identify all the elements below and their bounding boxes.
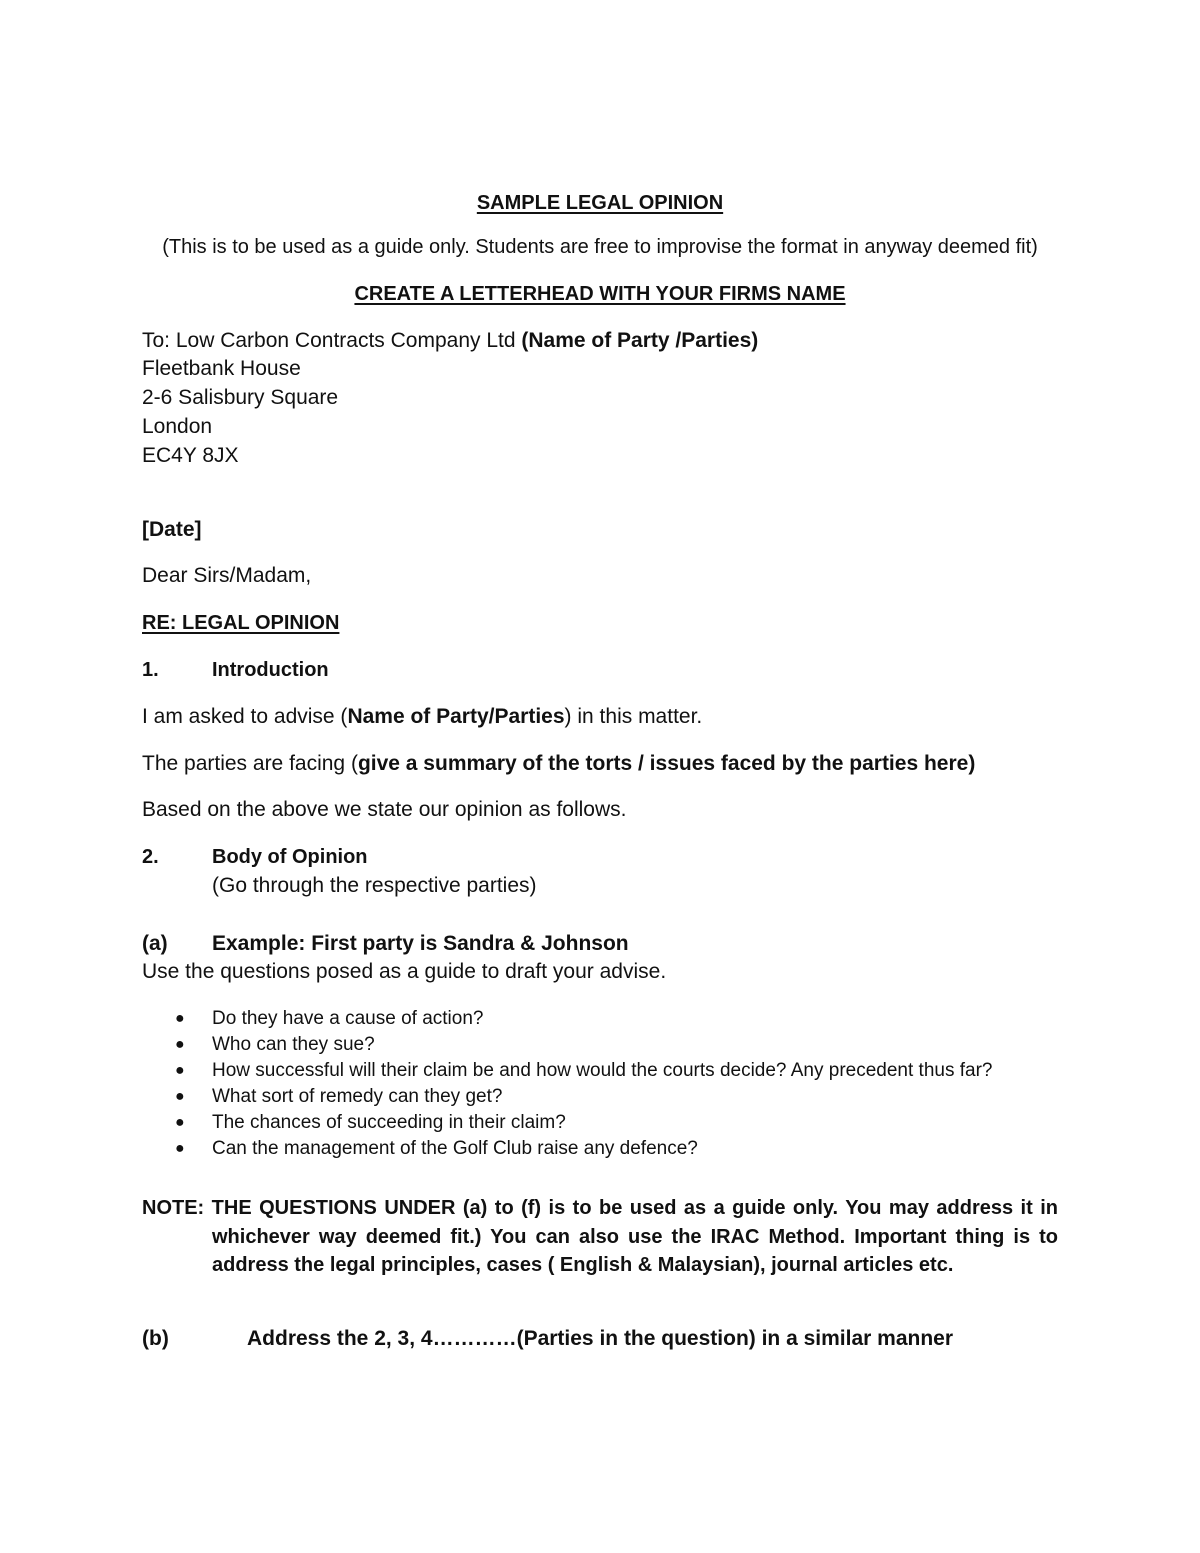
addressee-placeholder: (Name of Party /Parties) xyxy=(521,329,759,352)
intro-text-end: ) in this matter. xyxy=(564,705,703,728)
bullet-icon: ● xyxy=(175,1088,185,1105)
date-placeholder: [Date] xyxy=(142,518,202,541)
intro-paragraph-advise xyxy=(142,705,702,729)
issues-placeholder: give a summary of the torts / issues faced by the parties here) xyxy=(357,752,976,775)
question-list xyxy=(170,1006,992,1162)
bullet-icon: ● xyxy=(175,1062,185,1079)
list-item-text: Do they have a cause of action? xyxy=(212,1008,484,1029)
list-item xyxy=(170,1006,992,1032)
guide-note: (This is to be used as a guide only. Students are free to improvise the format in anyway deemed fit) xyxy=(162,236,1038,258)
salutation: Dear Sirs/Madam, xyxy=(142,564,312,587)
section1-number: 1. xyxy=(142,659,159,681)
re-heading: RE: LEGAL OPINION xyxy=(142,612,340,634)
list-item-text: Who can they sue? xyxy=(212,1034,375,1055)
address-line-city: London xyxy=(142,415,213,438)
section-a-label: (a) xyxy=(142,932,168,955)
addressee-name: To: Low Carbon Contracts Company Ltd xyxy=(142,329,522,352)
list-item xyxy=(170,1032,992,1058)
address-line-street: 2-6 Salisbury Square xyxy=(142,386,339,409)
section2-heading: Body of Opinion xyxy=(212,846,368,868)
intro-paragraph-issues xyxy=(142,752,975,776)
document-title: SAMPLE LEGAL OPINION xyxy=(476,192,724,214)
section2-subtext: (Go through the respective parties) xyxy=(212,874,537,897)
section-b-label: (b) xyxy=(142,1327,169,1350)
list-item xyxy=(170,1136,992,1162)
list-item xyxy=(170,1058,992,1084)
issues-text: The parties are facing ( xyxy=(142,752,358,775)
bullet-icon: ● xyxy=(175,1010,185,1027)
bullet-icon: ● xyxy=(175,1114,185,1131)
intro-text: I am asked to advise ( xyxy=(142,705,348,728)
bullet-icon: ● xyxy=(175,1036,185,1053)
intro-party-placeholder: Name of Party/Parties xyxy=(347,705,565,728)
guidance-note: NOTE: THE QUESTIONS UNDER (a) to (f) is to be used as a guide only. You may address it in whichever way deemed fit.) You can also use the IRAC Method. Important thing is to address the legal principles, cases ( English & Malaysian), journal articles etc. xyxy=(142,1197,1058,1276)
intro-paragraph-opinion: Based on the above we state our opinion as follows. xyxy=(142,798,627,821)
address-to-line xyxy=(142,329,758,353)
address-line-postcode: EC4Y 8JX xyxy=(142,444,239,467)
section2-number: 2. xyxy=(142,846,159,868)
section-b-text: Address the 2, 3, 4…………(Parties in the question) in a similar manner xyxy=(247,1327,954,1350)
list-item-text: The chances of succeeding in their claim? xyxy=(212,1112,566,1133)
section-a-heading: Example: First party is Sandra & Johnson xyxy=(212,932,629,955)
list-item-text: Can the management of the Golf Club raise any defence? xyxy=(212,1138,698,1159)
letterhead-instruction: CREATE A LETTERHEAD WITH YOUR FIRMS NAME xyxy=(354,283,846,305)
list-item xyxy=(170,1110,992,1136)
address-line-building: Fleetbank House xyxy=(142,357,301,380)
section1-heading: Introduction xyxy=(212,659,329,681)
list-item-text: How successful will their claim be and how would the courts decide? Any precedent thus far? xyxy=(212,1060,993,1081)
bullet-icon: ● xyxy=(175,1140,185,1157)
list-item xyxy=(170,1084,992,1110)
section-a-subtext: Use the questions posed as a guide to draft your advise. xyxy=(142,960,667,983)
list-item-text: What sort of remedy can they get? xyxy=(212,1086,503,1107)
